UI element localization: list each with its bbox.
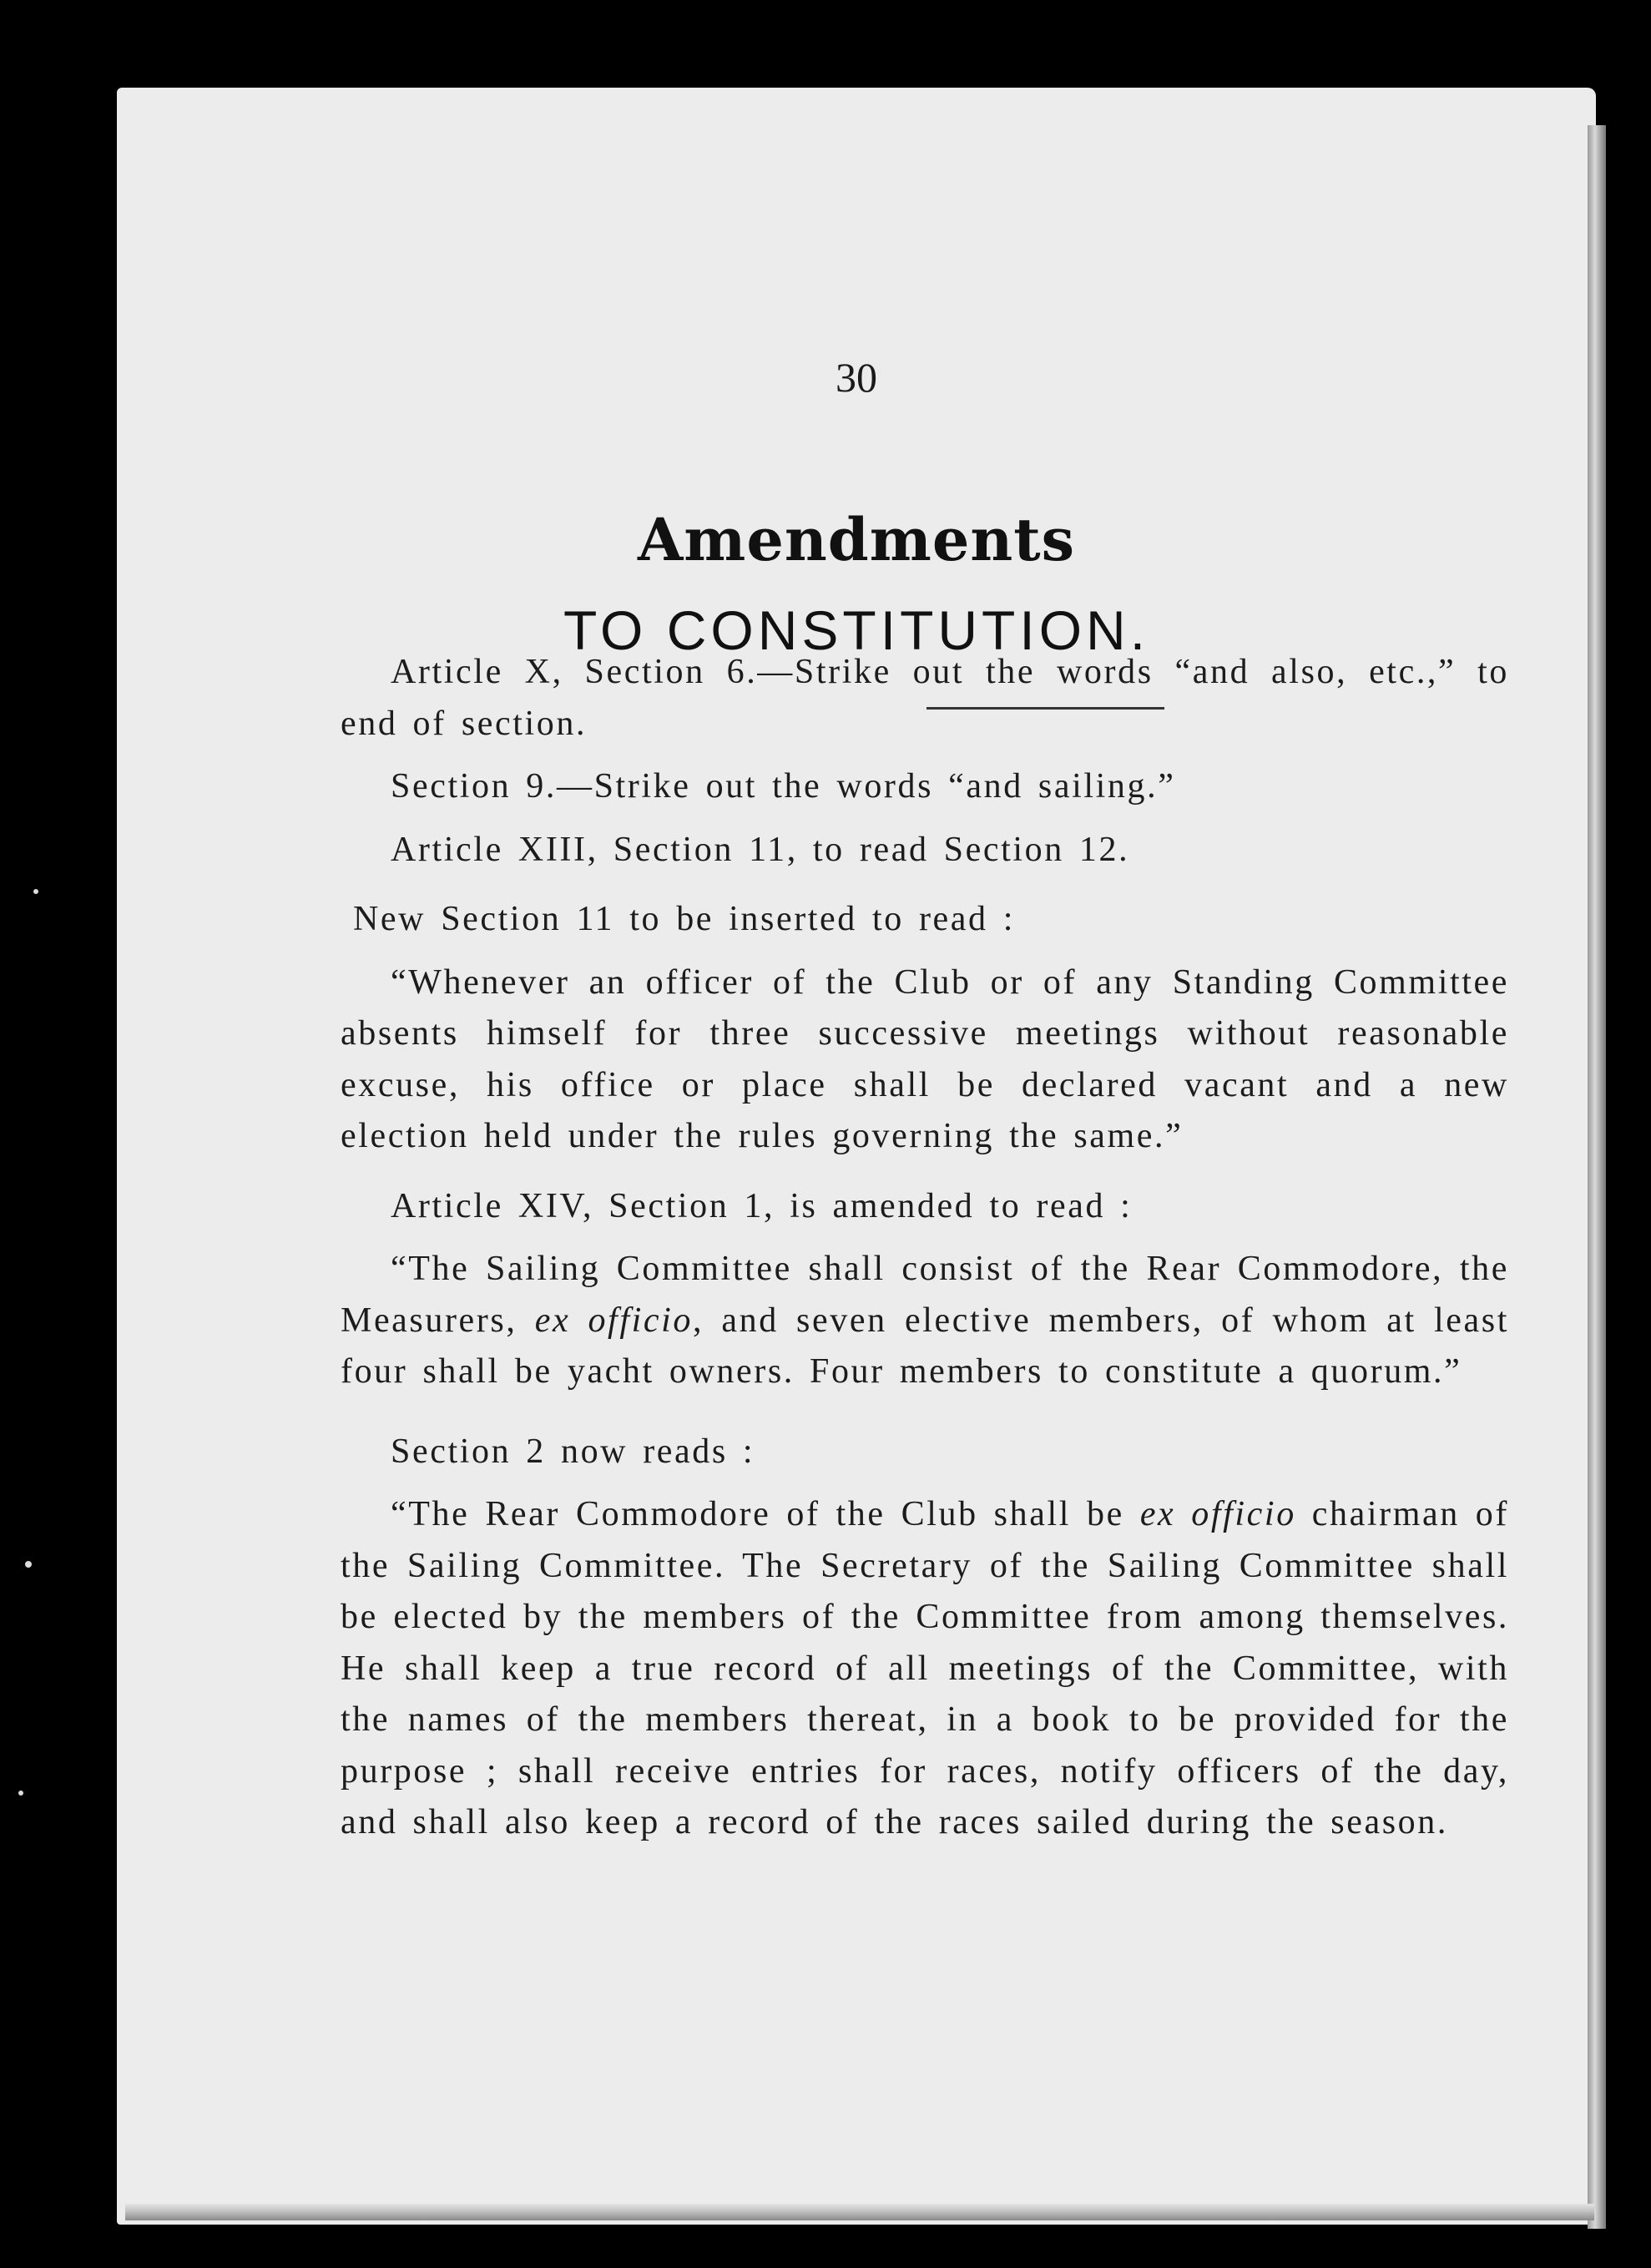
dust-speck <box>18 1791 23 1796</box>
paragraph-section-9: Section 9.—Strike out the words “and sailing.” <box>391 767 1176 806</box>
quote-rear-commodore-start: “The Rear Commodore of the Club shall be <box>391 1495 1140 1533</box>
page-bottom-edge-shadow <box>125 2204 1594 2220</box>
page-number: 30 <box>836 354 877 401</box>
quote-officer-absence: “Whenever an officer of the Club or of any Standing Committee absents himself for three successive meetings without reasonable excuse, his office or place shall be declared vacant and a new election held under the rules governing the same.” <box>341 962 1509 1155</box>
quote-sailing-committee-end: , and seven elective members, of whom at least four shall be yacht owners. Four members to constitute a quorum.” <box>341 1301 1509 1391</box>
page-subtitle: TO CONSTITUTION. <box>563 599 1150 661</box>
quote-sailing-committee-start: “The Sailing Committee shall consist of the Rear Commodore, the Measurers, <box>341 1250 1509 1340</box>
quote-rear-commodore-italic: ex officio <box>1139 1495 1296 1533</box>
page-title: Amendments <box>638 505 1075 574</box>
paragraph-article-x: Article X, Section 6.—Strike out the words “and also, etc.,” to end of section. <box>341 653 1509 743</box>
paragraph-article-xiv: Article XIV, Section 1, is amended to read : <box>391 1186 1133 1225</box>
quote-rear-commodore <box>341 1489 1509 1849</box>
paragraph-article-xiii: Article XIII, Section 11, to read Section 12. <box>391 830 1130 869</box>
page-right-edge-shadow <box>1588 125 1606 2229</box>
quote-rear-commodore-end: chairman of the Sailing Committee. The Secretary of the Sailing Committee shall be elected by the members of the Committee from among themselves. He shall keep a true record of all meetings of the Committee, with the names of the members thereat, in a book to be provided for the purpose ; shall receive entries for races, notify officers of the day, and shall also keep a record of the races sailed during the season. <box>341 1495 1509 1841</box>
paragraph-section-2: Section 2 now reads : <box>391 1432 755 1471</box>
dust-speck <box>33 889 38 894</box>
quote-sailing-committee <box>341 1244 1509 1398</box>
quote-sailing-committee-italic: ex officio <box>534 1301 693 1340</box>
dust-speck <box>25 1561 32 1568</box>
paragraph-new-section-11: New Section 11 to be inserted to read : <box>353 900 1015 938</box>
amendments-body <box>341 647 1509 1849</box>
